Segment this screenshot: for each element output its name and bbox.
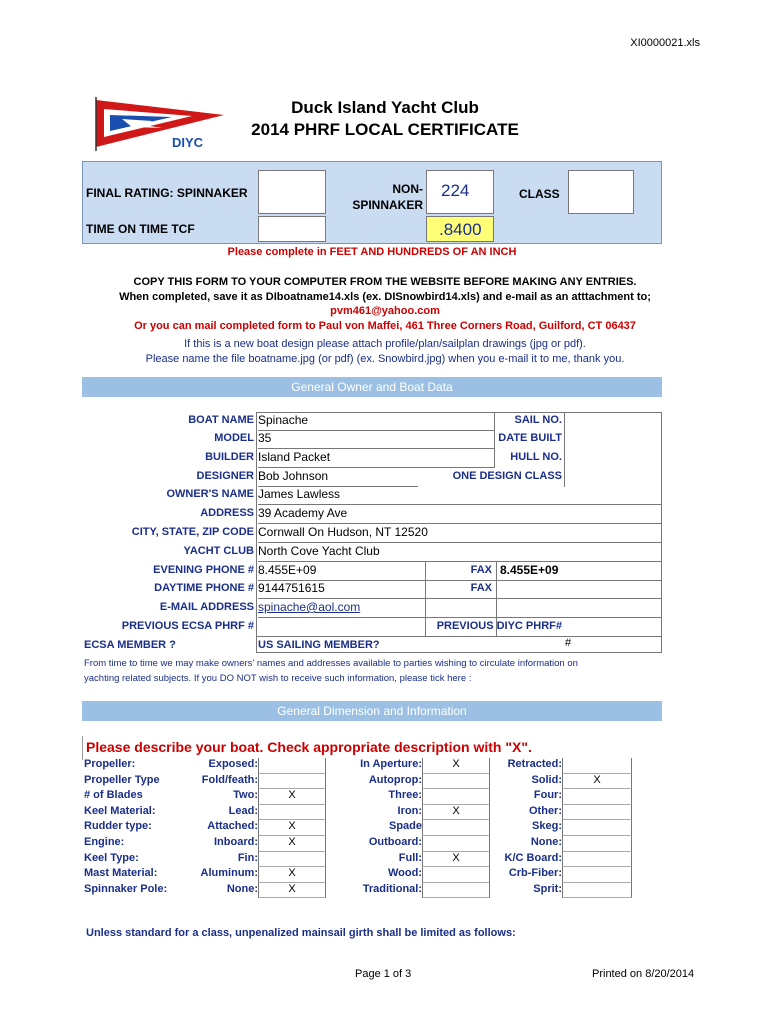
- dim-option-label: Wood:: [387, 867, 422, 880]
- dim-option-check[interactable]: [562, 820, 632, 836]
- owner-name-field[interactable]: James Lawless: [258, 487, 662, 505]
- dim-option-label: Full:: [398, 851, 422, 864]
- dim-option-label: Fold/feath:: [201, 773, 258, 786]
- dim-option-label: Exposed:: [208, 758, 258, 770]
- dim-option-check[interactable]: [562, 789, 632, 805]
- dim-option-check[interactable]: X: [258, 789, 326, 805]
- dim-option-label: Inboard:: [214, 836, 258, 848]
- dim-option-label: Autoprop:: [368, 773, 422, 786]
- privacy-line-1: From time to time we may make owners' names and addresses available to parties wishing to circulate information on: [84, 658, 578, 669]
- printed-date: Printed on 8/20/2014: [592, 968, 695, 980]
- club-title: Duck Island Yacht Club: [291, 98, 479, 117]
- email-link[interactable]: pvm461@yahoo.com: [330, 305, 440, 317]
- describe-instructions: Please describe your boat. Check appropriate description with "X".: [86, 739, 532, 755]
- fax-label-2: FAX: [470, 582, 492, 594]
- evening-phone-field[interactable]: 8.455E+09: [258, 563, 662, 581]
- dim-option-label: Iron:: [397, 804, 422, 817]
- us-sailing-label: US SAILING MEMBER?: [258, 639, 380, 651]
- daytime-phone-field[interactable]: 9144751615: [258, 581, 662, 599]
- dim-option-label: Outboard:: [368, 836, 422, 848]
- file-name: XI0000021.xls: [630, 37, 700, 49]
- section-dimensions-banner: General Dimension and Information: [82, 701, 662, 721]
- tot-value-field[interactable]: .8400: [426, 216, 494, 242]
- dim-option-label: In Aperture:: [360, 758, 422, 770]
- dim-option-check[interactable]: [422, 820, 490, 836]
- boat-name-field[interactable]: Spinache: [258, 413, 494, 431]
- dim-option-label: Other:: [529, 804, 562, 817]
- dim-row-label: Rudder type:: [84, 820, 152, 833]
- file-name-notice: Please name the file boatname.jpg (or pdf) (ex. Snowbird.jpg) when you e-mail it to me, thank you.: [145, 353, 625, 365]
- sail-no-label: SAIL NO.: [514, 414, 562, 426]
- designer-label: DESIGNER: [196, 470, 254, 482]
- dim-row-label: Engine:: [84, 836, 125, 848]
- section-owner-banner: General Owner and Boat Data: [82, 377, 662, 397]
- privacy-line-2: yachting related subjects. If you DO NOT wish to receive such information, please tick here :: [84, 673, 472, 684]
- non-spinnaker-rating-field[interactable]: 224: [426, 170, 494, 214]
- prev-ecsa-label: PREVIOUS ECSA PHRF #: [121, 620, 254, 632]
- grid-divider: [564, 412, 565, 487]
- prev-diyc-label: PREVIOUS DIYC PHRF#: [436, 620, 562, 632]
- email-field[interactable]: spinache@aol.com: [258, 600, 662, 618]
- margin-rule: [82, 736, 83, 760]
- spinnaker-rating-field[interactable]: [258, 170, 326, 214]
- dim-option-check[interactable]: X: [258, 867, 326, 883]
- hull-no-label: HULL NO.: [510, 451, 562, 463]
- dim-option-label: Crb-Fiber:: [508, 867, 562, 880]
- owner-name-label: OWNER'S NAME: [166, 488, 254, 500]
- certificate-title: 2014 PHRF LOCAL CERTIFICATE: [251, 120, 519, 139]
- dim-option-check[interactable]: X: [422, 852, 490, 868]
- new-boat-notice: If this is a new boat design please attach profile/plan/sailplan drawings (jpg or pdf).: [184, 338, 586, 350]
- dim-option-check[interactable]: [562, 883, 632, 899]
- fax-label-1: FAX: [470, 564, 492, 576]
- city-field[interactable]: Cornwall On Hudson, NT 12520: [258, 525, 662, 543]
- dim-option-check[interactable]: [422, 836, 490, 852]
- dim-option-check[interactable]: [258, 758, 326, 774]
- yacht-club-label: YACHT CLUB: [183, 545, 254, 557]
- dim-option-label: K/C Board:: [504, 851, 562, 864]
- dim-option-check[interactable]: X: [258, 820, 326, 836]
- dim-option-label: Fin:: [237, 851, 258, 864]
- city-label: CITY, STATE, ZIP CODE: [131, 526, 254, 538]
- dim-option-label: Sprit:: [533, 882, 562, 895]
- dim-option-label: Solid:: [531, 773, 562, 786]
- designer-field[interactable]: Bob Johnson: [258, 469, 418, 487]
- dim-option-label: Aluminum:: [200, 867, 258, 880]
- copy-notice: COPY THIS FORM TO YOUR COMPUTER FROM THE WEBSITE BEFORE MAKING ANY ENTRIES.: [133, 276, 637, 288]
- class-field[interactable]: [568, 170, 634, 214]
- dim-option-label: Skeg:: [532, 820, 562, 833]
- dim-option-check[interactable]: [258, 774, 326, 790]
- dim-option-check[interactable]: X: [258, 836, 326, 852]
- dim-row-label: Propeller:: [84, 758, 136, 770]
- logo-text: DIYC: [172, 135, 204, 150]
- date-built-label: DATE BUILT: [498, 432, 562, 444]
- dim-option-check[interactable]: [422, 789, 490, 805]
- dim-row-label: # of Blades: [84, 789, 143, 802]
- one-design-class-label: ONE DESIGN CLASS: [452, 470, 562, 482]
- dim-option-check[interactable]: [258, 852, 326, 868]
- fax-value-1[interactable]: 8.455E+09: [500, 563, 559, 577]
- non-spinnaker-label-1: NON-: [392, 182, 423, 196]
- dim-option-label: Lead:: [228, 804, 258, 817]
- dim-option-check[interactable]: X: [422, 805, 490, 821]
- dim-option-check[interactable]: [258, 805, 326, 821]
- final-rating-label: FINAL RATING: SPINNAKER: [86, 186, 248, 200]
- email-label: E-MAIL ADDRESS: [159, 601, 254, 613]
- dim-option-check[interactable]: [562, 805, 632, 821]
- girth-note: Unless standard for a class, unpenalized mainsail girth shall be limited as follows:: [86, 927, 516, 939]
- page-number: Page 1 of 3: [355, 968, 412, 980]
- units-notice: Please complete in FEET AND HUNDREDS OF AN INCH: [227, 246, 517, 258]
- daytime-phone-label: DAYTIME PHONE #: [154, 582, 254, 594]
- membership-hash: #: [565, 637, 572, 649]
- model-field[interactable]: 35: [258, 431, 494, 449]
- dim-option-check[interactable]: X: [562, 774, 632, 790]
- dimensions-table: [84, 758, 644, 898]
- builder-field[interactable]: Island Packet: [258, 450, 494, 468]
- dim-row-label: Keel Material:: [84, 804, 156, 817]
- class-label: CLASS: [519, 187, 560, 201]
- dim-row-label: Mast Material:: [84, 867, 158, 880]
- model-label: MODEL: [214, 432, 254, 444]
- membership-row[interactable]: [256, 637, 662, 653]
- builder-label: BUILDER: [205, 451, 254, 463]
- dim-option-label: Three:: [388, 789, 422, 802]
- dim-option-label: Four:: [533, 789, 562, 802]
- dim-option-label: Retracted:: [507, 758, 562, 770]
- dim-option-check[interactable]: X: [258, 883, 326, 899]
- dim-option-label: None:: [530, 836, 562, 848]
- dim-option-label: Two:: [233, 789, 258, 802]
- dim-option-check[interactable]: [562, 758, 632, 774]
- dim-row-label: Propeller Type: [84, 773, 160, 786]
- dim-option-check[interactable]: [422, 867, 490, 883]
- dim-option-label: Traditional:: [362, 882, 422, 895]
- address-label: ADDRESS: [200, 507, 254, 519]
- mail-notice: Or you can mail completed form to Paul von Maffei, 461 Three Corners Road, Guilford, CT 06437: [134, 320, 636, 332]
- dim-option-check[interactable]: [562, 836, 632, 852]
- tot-label: TIME ON TIME TCF: [86, 222, 195, 236]
- dim-row-label: Keel Type:: [84, 851, 139, 864]
- dim-option-check[interactable]: [422, 883, 490, 899]
- dim-option-label: None:: [226, 882, 258, 895]
- boat-name-label: BOAT NAME: [188, 414, 254, 426]
- non-spinnaker-label-2: SPINNAKER: [352, 198, 423, 212]
- dim-row-label: Spinnaker Pole:: [84, 882, 168, 895]
- dim-option-label: Spade: [388, 820, 422, 833]
- dim-option-check[interactable]: [562, 852, 632, 868]
- save-notice: When completed, save it as DIboatname14.xls (ex. DISnowbird14.xls) and e-mail as an atttachment to;: [119, 291, 651, 303]
- dim-option-check[interactable]: [422, 774, 490, 790]
- dim-option-check[interactable]: X: [422, 758, 490, 774]
- dim-option-label: Attached:: [207, 820, 258, 833]
- yacht-club-field[interactable]: North Cove Yacht Club: [258, 544, 662, 562]
- address-field[interactable]: 39 Academy Ave: [258, 506, 662, 524]
- evening-phone-label: EVENING PHONE #: [153, 564, 254, 576]
- dim-option-check[interactable]: [562, 867, 632, 883]
- ecsa-member-label: ECSA MEMBER ?: [84, 639, 176, 651]
- tot-spinnaker-field[interactable]: [258, 216, 326, 242]
